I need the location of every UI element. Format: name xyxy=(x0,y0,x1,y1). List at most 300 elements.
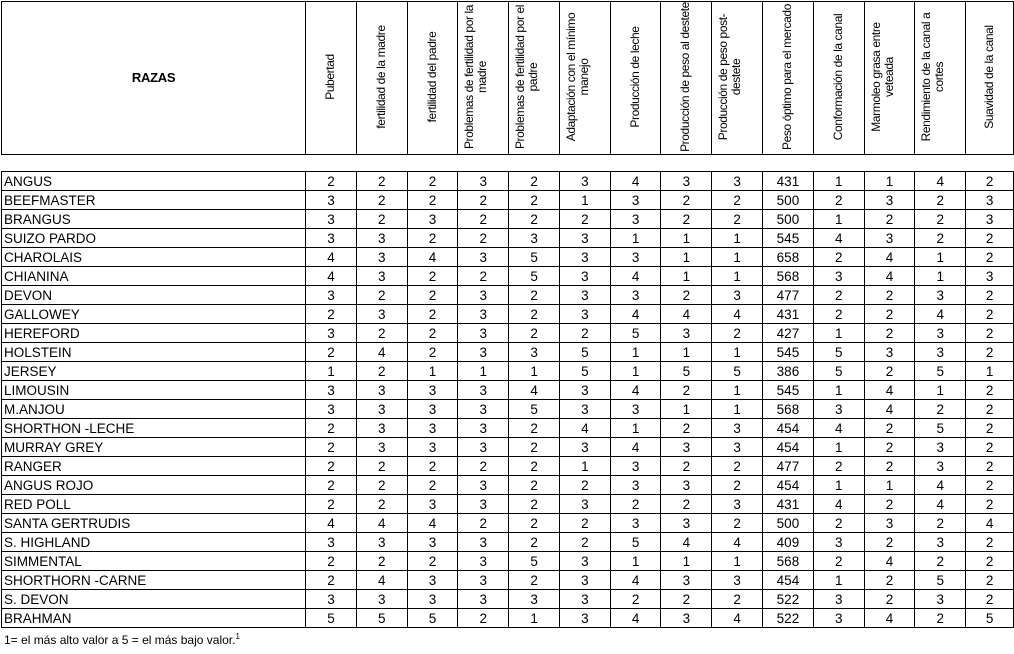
rating-cell: 2 xyxy=(864,305,915,324)
footnote-text: 1= el más alto valor a 5 = el más bajo valor. xyxy=(4,633,236,647)
rating-cell: 2 xyxy=(306,343,357,362)
rating-cell: 2 xyxy=(864,419,915,438)
rating-cell: 5 xyxy=(509,248,560,267)
rating-cell: 3 xyxy=(356,590,407,609)
rating-cell: 2 xyxy=(966,343,1014,362)
rating-cell: 2 xyxy=(712,590,763,609)
table-row xyxy=(2,343,1014,362)
rating-cell: 2 xyxy=(407,229,458,248)
breed-name: DEVON xyxy=(2,286,306,305)
rating-cell: 3 xyxy=(306,533,357,552)
rating-cell: 1 xyxy=(610,552,661,571)
rating-cell: 3 xyxy=(458,533,509,552)
rating-cell: 5 xyxy=(610,533,661,552)
rating-cell: 4 xyxy=(610,172,661,191)
rating-cell: 4 xyxy=(915,476,966,495)
breed-name: GALLOWEY xyxy=(2,305,306,324)
rating-cell: 3 xyxy=(610,191,661,210)
rating-cell: 2 xyxy=(458,457,509,476)
column-header xyxy=(610,2,661,155)
breed-name: RED POLL xyxy=(2,495,306,514)
rating-cell: 3 xyxy=(915,324,966,343)
column-header xyxy=(813,2,864,155)
rating-cell: 2 xyxy=(915,514,966,533)
rating-cell: 5 xyxy=(915,571,966,590)
rating-cell: 568 xyxy=(763,267,814,286)
rating-cell: 3 xyxy=(712,438,763,457)
rating-cell: 2 xyxy=(661,495,712,514)
rating-cell: 2 xyxy=(966,552,1014,571)
rating-cell: 2 xyxy=(509,419,560,438)
rating-cell: 1 xyxy=(813,438,864,457)
rating-cell: 2 xyxy=(509,533,560,552)
rating-cell: 2 xyxy=(966,533,1014,552)
rating-cell: 2 xyxy=(966,571,1014,590)
rating-cell: 3 xyxy=(661,476,712,495)
rating-cell: 2 xyxy=(407,476,458,495)
table-row xyxy=(2,495,1014,514)
rating-cell: 4 xyxy=(712,609,763,628)
rating-cell: 500 xyxy=(763,191,814,210)
column-header xyxy=(915,2,966,155)
rating-cell: 427 xyxy=(763,324,814,343)
rating-cell: 4 xyxy=(915,305,966,324)
rating-cell: 3 xyxy=(458,324,509,343)
rating-cell: 3 xyxy=(661,514,712,533)
rating-cell: 1 xyxy=(966,362,1014,381)
rating-cell: 2 xyxy=(306,172,357,191)
breed-name: ANGUS ROJO xyxy=(2,476,306,495)
rating-cell: 2 xyxy=(966,305,1014,324)
rating-cell: 2 xyxy=(966,457,1014,476)
rating-cell: 3 xyxy=(458,381,509,400)
rating-cell: 4 xyxy=(610,571,661,590)
rating-cell: 1 xyxy=(813,210,864,229)
rating-cell: 3 xyxy=(559,305,610,324)
rating-cell: 3 xyxy=(407,438,458,457)
rating-cell: 545 xyxy=(763,229,814,248)
column-header-label: Pubertad xyxy=(323,54,337,100)
rating-cell: 3 xyxy=(356,400,407,419)
rating-cell: 2 xyxy=(509,210,560,229)
rating-cell: 2 xyxy=(356,324,407,343)
rating-cell: 2 xyxy=(458,267,509,286)
rating-cell: 1 xyxy=(661,343,712,362)
rating-cell: 454 xyxy=(763,438,814,457)
rating-cell: 3 xyxy=(864,229,915,248)
table-row xyxy=(2,248,1014,267)
rating-cell: 4 xyxy=(610,609,661,628)
rating-cell: 3 xyxy=(661,571,712,590)
table-body xyxy=(2,172,1014,628)
table-row xyxy=(2,229,1014,248)
table-row xyxy=(2,305,1014,324)
rating-cell: 2 xyxy=(864,590,915,609)
rating-cell: 2 xyxy=(915,191,966,210)
rating-cell: 2 xyxy=(407,324,458,343)
rating-cell: 3 xyxy=(356,248,407,267)
breed-name: M.ANJOU xyxy=(2,400,306,419)
rating-cell: 3 xyxy=(356,533,407,552)
rating-cell: 4 xyxy=(559,419,610,438)
rating-cell: 3 xyxy=(458,419,509,438)
rating-cell: 2 xyxy=(306,495,357,514)
spacer-cell xyxy=(2,155,1014,172)
rating-cell: 4 xyxy=(915,172,966,191)
rating-cell: 2 xyxy=(915,210,966,229)
column-header xyxy=(763,2,814,155)
rating-cell: 454 xyxy=(763,476,814,495)
rating-cell: 2 xyxy=(356,552,407,571)
rating-cell: 1 xyxy=(712,381,763,400)
rating-cell: 3 xyxy=(509,590,560,609)
rating-cell: 3 xyxy=(915,286,966,305)
rating-cell: 2 xyxy=(509,286,560,305)
rating-cell: 4 xyxy=(864,400,915,419)
rating-cell: 2 xyxy=(356,362,407,381)
rating-cell: 3 xyxy=(306,229,357,248)
rating-cell: 477 xyxy=(763,457,814,476)
header-row xyxy=(2,2,1014,155)
rating-cell: 3 xyxy=(559,552,610,571)
table-row xyxy=(2,419,1014,438)
rating-cell: 1 xyxy=(712,248,763,267)
rating-cell: 4 xyxy=(356,343,407,362)
column-header-label: Producción de leche xyxy=(627,26,642,128)
rating-cell: 409 xyxy=(763,533,814,552)
rating-cell: 3 xyxy=(610,476,661,495)
rating-cell: 2 xyxy=(559,514,610,533)
rating-cell: 1 xyxy=(610,343,661,362)
column-header xyxy=(509,2,560,155)
rating-cell: 2 xyxy=(966,476,1014,495)
rating-cell: 3 xyxy=(559,267,610,286)
table-row xyxy=(2,514,1014,533)
rating-cell: 3 xyxy=(610,286,661,305)
rating-cell: 3 xyxy=(407,571,458,590)
rating-cell: 3 xyxy=(966,210,1014,229)
rating-cell: 3 xyxy=(458,286,509,305)
rating-cell: 3 xyxy=(864,343,915,362)
rating-cell: 2 xyxy=(407,172,458,191)
table-row xyxy=(2,476,1014,495)
rating-cell: 2 xyxy=(610,590,661,609)
table-row xyxy=(2,609,1014,628)
rating-cell: 1 xyxy=(610,419,661,438)
rating-cell: 1 xyxy=(712,552,763,571)
rating-cell: 1 xyxy=(610,362,661,381)
column-header-label: fertilidad de la madre xyxy=(373,25,388,129)
rating-cell: 3 xyxy=(610,457,661,476)
rating-cell: 2 xyxy=(661,381,712,400)
rating-cell: 3 xyxy=(458,571,509,590)
rating-cell: 2 xyxy=(966,248,1014,267)
rating-cell: 5 xyxy=(559,362,610,381)
rating-cell: 4 xyxy=(712,533,763,552)
rating-cell: 3 xyxy=(864,514,915,533)
rating-cell: 3 xyxy=(661,324,712,343)
table-row xyxy=(2,210,1014,229)
rating-cell: 3 xyxy=(458,400,509,419)
rating-cell: 1 xyxy=(864,172,915,191)
rating-cell: 3 xyxy=(915,438,966,457)
rating-cell: 2 xyxy=(509,571,560,590)
rating-cell: 3 xyxy=(559,571,610,590)
rating-cell: 1 xyxy=(813,172,864,191)
rating-cell: 3 xyxy=(458,172,509,191)
rating-cell: 522 xyxy=(763,609,814,628)
rating-cell: 2 xyxy=(813,286,864,305)
rating-cell: 2 xyxy=(356,457,407,476)
rating-cell: 3 xyxy=(458,248,509,267)
rating-cell: 2 xyxy=(864,533,915,552)
rating-cell: 3 xyxy=(661,609,712,628)
rating-cell: 2 xyxy=(661,286,712,305)
breed-name: S. DEVON xyxy=(2,590,306,609)
rating-cell: 2 xyxy=(407,286,458,305)
rating-cell: 2 xyxy=(306,457,357,476)
rating-cell: 2 xyxy=(509,476,560,495)
rating-cell: 1 xyxy=(661,229,712,248)
rating-cell: 1 xyxy=(559,457,610,476)
rating-cell: 1 xyxy=(407,362,458,381)
rating-cell: 4 xyxy=(915,495,966,514)
rating-cell: 3 xyxy=(813,609,864,628)
rating-cell: 3 xyxy=(559,381,610,400)
breed-table-sheet xyxy=(1,1,1014,628)
rating-cell: 3 xyxy=(306,286,357,305)
breed-name: MURRAY GREY xyxy=(2,438,306,457)
rating-cell: 2 xyxy=(509,191,560,210)
rating-cell: 2 xyxy=(712,514,763,533)
rating-cell: 3 xyxy=(356,381,407,400)
rating-cell: 3 xyxy=(813,400,864,419)
rating-cell: 2 xyxy=(458,609,509,628)
column-header-label: Marmoleo grasa entre veteada xyxy=(868,22,896,132)
rating-cell: 2 xyxy=(915,229,966,248)
breed-name: LIMOUSIN xyxy=(2,381,306,400)
rating-cell: 2 xyxy=(864,438,915,457)
rating-cell: 2 xyxy=(661,457,712,476)
rating-cell: 2 xyxy=(712,324,763,343)
rating-cell: 4 xyxy=(356,514,407,533)
rating-cell: 3 xyxy=(458,438,509,457)
rating-cell: 4 xyxy=(813,495,864,514)
rating-cell: 1 xyxy=(610,229,661,248)
rating-cell: 4 xyxy=(610,381,661,400)
table-row xyxy=(2,552,1014,571)
rating-cell: 3 xyxy=(458,305,509,324)
rating-cell: 2 xyxy=(610,495,661,514)
rating-cell: 1 xyxy=(915,248,966,267)
rating-cell: 2 xyxy=(966,495,1014,514)
table-row xyxy=(2,191,1014,210)
rating-cell: 5 xyxy=(610,324,661,343)
rating-cell: 3 xyxy=(966,191,1014,210)
rating-cell: 2 xyxy=(509,438,560,457)
rating-cell: 2 xyxy=(356,286,407,305)
breed-name: CHAROLAIS xyxy=(2,248,306,267)
rating-cell: 2 xyxy=(407,191,458,210)
breed-name: BRANGUS xyxy=(2,210,306,229)
rating-cell: 1 xyxy=(813,381,864,400)
rating-cell: 2 xyxy=(966,400,1014,419)
rating-cell: 2 xyxy=(306,476,357,495)
breed-name: SUIZO PARDO xyxy=(2,229,306,248)
rating-cell: 3 xyxy=(712,419,763,438)
rating-cell: 2 xyxy=(915,552,966,571)
rating-cell: 2 xyxy=(559,476,610,495)
column-header xyxy=(661,2,712,155)
rating-cell: 2 xyxy=(509,457,560,476)
rating-cell: 2 xyxy=(559,324,610,343)
rating-cell: 2 xyxy=(509,324,560,343)
rating-cell: 2 xyxy=(356,191,407,210)
rating-cell: 4 xyxy=(864,552,915,571)
rating-cell: 2 xyxy=(864,324,915,343)
column-header-label: Suavidad de la canal xyxy=(981,25,996,129)
rating-cell: 2 xyxy=(306,571,357,590)
rating-cell: 3 xyxy=(306,381,357,400)
rating-cell: 5 xyxy=(915,362,966,381)
rating-cell: 2 xyxy=(813,191,864,210)
rating-cell: 2 xyxy=(813,457,864,476)
column-header-label: Rendimiento de la canal a cortes xyxy=(919,12,947,142)
column-header xyxy=(306,2,357,155)
rating-cell: 2 xyxy=(356,495,407,514)
table-row xyxy=(2,362,1014,381)
rating-cell: 3 xyxy=(559,495,610,514)
rating-cell: 2 xyxy=(306,305,357,324)
rating-cell: 4 xyxy=(813,419,864,438)
rating-cell: 1 xyxy=(458,362,509,381)
breed-name: BEEFMASTER xyxy=(2,191,306,210)
table-row xyxy=(2,267,1014,286)
rating-cell: 5 xyxy=(407,609,458,628)
rating-cell: 4 xyxy=(864,609,915,628)
rating-cell: 2 xyxy=(458,514,509,533)
column-header xyxy=(864,2,915,155)
column-header-label: fertilidad del padre xyxy=(424,31,439,123)
rating-cell: 545 xyxy=(763,343,814,362)
rating-cell: 1 xyxy=(813,324,864,343)
rating-cell: 3 xyxy=(915,343,966,362)
rating-cell: 3 xyxy=(306,324,357,343)
rating-cell: 5 xyxy=(509,400,560,419)
rating-cell: 3 xyxy=(966,267,1014,286)
rating-cell: 3 xyxy=(559,229,610,248)
rating-cell: 3 xyxy=(407,419,458,438)
rating-cell: 4 xyxy=(864,267,915,286)
breed-name: JERSEY xyxy=(2,362,306,381)
rating-cell: 2 xyxy=(458,229,509,248)
rating-cell: 5 xyxy=(712,362,763,381)
rating-cell: 4 xyxy=(661,305,712,324)
rating-cell: 2 xyxy=(509,514,560,533)
rating-cell: 3 xyxy=(306,191,357,210)
rating-cell: 1 xyxy=(661,552,712,571)
rating-cell: 2 xyxy=(306,419,357,438)
column-header xyxy=(458,2,509,155)
rating-cell: 2 xyxy=(661,590,712,609)
rating-cell: 2 xyxy=(966,229,1014,248)
rating-cell: 3 xyxy=(712,286,763,305)
rating-cell: 2 xyxy=(864,286,915,305)
rating-cell: 431 xyxy=(763,172,814,191)
rating-cell: 2 xyxy=(712,476,763,495)
rating-cell: 5 xyxy=(509,267,560,286)
table-row xyxy=(2,400,1014,419)
rating-cell: 1 xyxy=(661,267,712,286)
rating-cell: 4 xyxy=(610,438,661,457)
rating-cell: 2 xyxy=(966,590,1014,609)
rating-cell: 1 xyxy=(661,248,712,267)
rating-cell: 3 xyxy=(559,286,610,305)
rating-cell: 2 xyxy=(915,609,966,628)
rating-cell: 3 xyxy=(712,495,763,514)
rating-cell: 2 xyxy=(712,457,763,476)
rating-cell: 2 xyxy=(813,552,864,571)
rating-cell: 4 xyxy=(813,229,864,248)
rating-cell: 3 xyxy=(559,438,610,457)
table-row xyxy=(2,438,1014,457)
rating-cell: 658 xyxy=(763,248,814,267)
rating-cell: 3 xyxy=(509,343,560,362)
rating-cell: 4 xyxy=(864,248,915,267)
rating-cell: 2 xyxy=(966,419,1014,438)
table-row xyxy=(2,533,1014,552)
rating-cell: 3 xyxy=(509,229,560,248)
rating-cell: 5 xyxy=(509,552,560,571)
rating-cell: 2 xyxy=(407,343,458,362)
rating-cell: 3 xyxy=(356,229,407,248)
rating-cell: 3 xyxy=(813,267,864,286)
breed-name: SHORTHON -LECHE xyxy=(2,419,306,438)
rating-cell: 4 xyxy=(661,533,712,552)
rating-cell: 3 xyxy=(306,210,357,229)
rating-cell: 3 xyxy=(712,172,763,191)
rating-cell: 1 xyxy=(712,229,763,248)
rating-cell: 2 xyxy=(661,191,712,210)
rating-cell: 4 xyxy=(610,267,661,286)
rating-cell: 3 xyxy=(661,438,712,457)
column-header-label: Conformación de la canal xyxy=(830,13,845,141)
breed-name: SIMMENTAL xyxy=(2,552,306,571)
column-header-label: Adaptación con el mínimo manejo xyxy=(563,12,591,142)
breed-name: RANGER xyxy=(2,457,306,476)
rating-cell: 1 xyxy=(559,191,610,210)
rating-cell: 3 xyxy=(559,248,610,267)
column-header xyxy=(559,2,610,155)
rating-cell: 5 xyxy=(356,609,407,628)
rating-cell: 3 xyxy=(306,400,357,419)
rating-cell: 2 xyxy=(407,457,458,476)
rating-cell: 2 xyxy=(661,210,712,229)
rating-cell: 3 xyxy=(458,495,509,514)
table-row xyxy=(2,381,1014,400)
breed-name: BRAHMAN xyxy=(2,609,306,628)
rating-cell: 4 xyxy=(712,305,763,324)
rating-cell: 3 xyxy=(356,267,407,286)
footnote-superscript: 1 xyxy=(235,632,240,641)
rating-cell: 545 xyxy=(763,381,814,400)
rating-cell: 431 xyxy=(763,495,814,514)
rating-cell: 2 xyxy=(966,172,1014,191)
rating-cell: 3 xyxy=(407,381,458,400)
column-header-label: Problemas de fertilidad por la madre xyxy=(462,4,490,150)
rating-cell: 3 xyxy=(306,590,357,609)
rating-cell: 5 xyxy=(813,343,864,362)
